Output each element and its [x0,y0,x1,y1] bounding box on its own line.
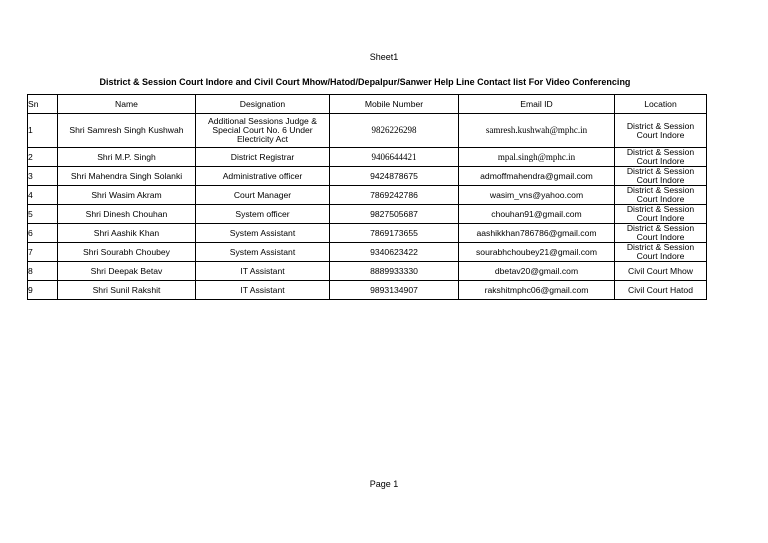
cell-location: District & Session Court Indore [615,114,707,148]
cell-mobile: 7869242786 [330,186,459,205]
cell-name: Shri Wasim Akram [58,186,196,205]
sheet-name: Sheet1 [369,52,399,62]
cell-location: District & Session Court Indore [615,167,707,186]
cell-sn: 3 [28,167,58,186]
document-title: District & Session Court Indore and Civil Court Mhow/Hatod/Depalpur/Sanwer Help Line Contact list For Video Conferencing [99,77,631,87]
column-header-designation: Designation [196,95,330,114]
cell-email: dbetav20@gmail.com [459,262,615,281]
cell-location: District & Session Court Indore [615,243,707,262]
cell-location: District & Session Court Indore [615,205,707,224]
cell-mobile: 7869173655 [330,224,459,243]
cell-email: rakshitmphc06@gmail.com [459,281,615,300]
cell-name: Shri Mahendra Singh Solanki [58,167,196,186]
page-footer: Page 1 [369,479,399,489]
cell-designation: Administrative officer [196,167,330,186]
cell-mobile: 9424878675 [330,167,459,186]
cell-sn: 5 [28,205,58,224]
cell-email: chouhan91@gmail.com [459,205,615,224]
cell-email: samresh.kushwah@mphc.in [459,114,615,148]
cell-sn: 4 [28,186,58,205]
table-row [28,114,707,148]
cell-designation: IT Assistant [196,262,330,281]
cell-designation: Court Manager [196,186,330,205]
cell-sn: 1 [28,114,58,148]
cell-name: Shri Samresh Singh Kushwah [58,114,196,148]
cell-name: Shri Sourabh Choubey [58,243,196,262]
cell-designation: Additional Sessions Judge & Special Court No. 6 Under Electricity Act [196,114,330,148]
cell-sn: 8 [28,262,58,281]
table-row [28,167,707,186]
column-header-email: Email ID [459,95,615,114]
table-row [28,148,707,167]
table-header-row [28,95,707,114]
cell-designation: System Assistant [196,224,330,243]
table-row [28,224,707,243]
table-row [28,205,707,224]
cell-designation: District Registrar [196,148,330,167]
table-row [28,243,707,262]
cell-designation: IT Assistant [196,281,330,300]
cell-email: admoffmahendra@gmail.com [459,167,615,186]
cell-mobile: 9406644421 [330,148,459,167]
table-row [28,262,707,281]
cell-sn: 2 [28,148,58,167]
cell-sn: 6 [28,224,58,243]
cell-email: sourabhchoubey21@gmail.com [459,243,615,262]
cell-mobile: 8889933330 [330,262,459,281]
cell-name: Shri Aashik Khan [58,224,196,243]
cell-name: Shri M.P. Singh [58,148,196,167]
table-row [28,281,707,300]
cell-sn: 9 [28,281,58,300]
column-header-name: Name [58,95,196,114]
cell-mobile: 9893134907 [330,281,459,300]
contact-table [27,94,707,300]
cell-name: Shri Dinesh Chouhan [58,205,196,224]
cell-email: aashikkhan786786@gmail.com [459,224,615,243]
cell-location: Civil Court Mhow [615,262,707,281]
cell-email: mpal.singh@mphc.in [459,148,615,167]
cell-mobile: 9826226298 [330,114,459,148]
column-header-sn: Sn [28,95,58,114]
table-row [28,186,707,205]
cell-designation: System officer [196,205,330,224]
column-header-mobile: Mobile Number [330,95,459,114]
cell-email: wasim_vns@yahoo.com [459,186,615,205]
cell-location: District & Session Court Indore [615,148,707,167]
cell-mobile: 9827505687 [330,205,459,224]
cell-name: Shri Sunil Rakshit [58,281,196,300]
cell-name: Shri Deepak Betav [58,262,196,281]
cell-designation: System Assistant [196,243,330,262]
cell-location: Civil Court Hatod [615,281,707,300]
cell-mobile: 9340623422 [330,243,459,262]
column-header-location: Location [615,95,707,114]
cell-location: District & Session Court Indore [615,186,707,205]
cell-location: District & Session Court Indore [615,224,707,243]
cell-sn: 7 [28,243,58,262]
